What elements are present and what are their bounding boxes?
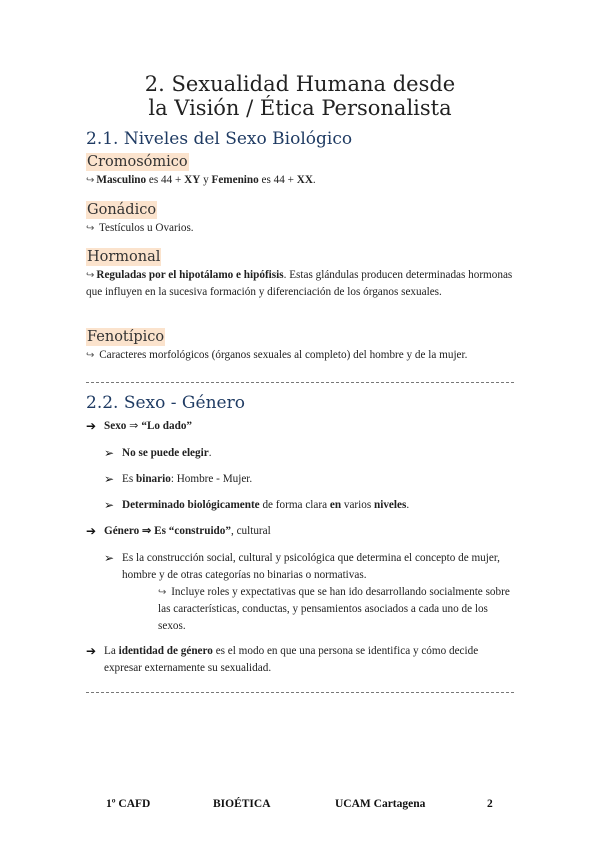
text-fragment: Determinado biológicamente [122, 499, 260, 511]
hook-arrow-icon: ↪ [86, 175, 95, 186]
text-fragment: Sexo [104, 420, 127, 432]
arrow-bullet-icon: ➔ [86, 644, 97, 658]
section-heading-niveles: 2.1. Niveles del Sexo Biológico [86, 129, 353, 149]
text-fragment: varios [341, 499, 374, 511]
genero-item [104, 523, 271, 540]
hook-arrow-icon: ↪ [86, 223, 95, 234]
text-fragment: es el modo en que una persona se identifica y cómo decide expresar externamente su sexualidad. [104, 645, 479, 674]
text-fragment: Testículos u Ovarios. [96, 222, 194, 234]
text-fragment: identidad de género [118, 645, 213, 657]
gonadico-text [86, 220, 516, 237]
text-fragment: Género ⇒ Es [104, 525, 169, 537]
text-fragment: No se puede elegir [122, 447, 209, 459]
text-fragment: . [208, 447, 212, 459]
text-fragment: : Hombre - Mujer. [170, 473, 253, 485]
hook-arrow-icon: ↪ [86, 270, 95, 281]
text-fragment: binario [135, 473, 171, 485]
arrow-bullet-icon: ➔ [86, 419, 97, 433]
text-fragment: Incluye roles y expectativas que se han ido desarrollando socialmente sobre las características, conductas, y pensamientos asociados a cada uno de los sexos. [158, 586, 510, 632]
footer-subject: BIOÉTICA [213, 798, 271, 810]
genero-subitem-1: Es la construcción social, cultural y psicológica que determina el concepto de mujer, hombre y de otras categorías no binarias o normativas. [122, 552, 500, 581]
sexo-item [104, 418, 192, 435]
hormonal-text [86, 267, 516, 301]
identidad-item [104, 643, 514, 677]
text-fragment: y [200, 174, 212, 186]
text-fragment: , cultural [230, 525, 271, 537]
footer-page-number: 2 [487, 798, 493, 810]
hook-arrow-icon: ↪ [86, 350, 95, 361]
text-fragment: “construido” [168, 525, 231, 537]
hook-arrow-icon: ↪ [158, 587, 167, 598]
fenotipico-text [86, 347, 516, 364]
text-fragment: “Lo dado” [141, 420, 193, 432]
arrow-bullet-icon: ➔ [86, 524, 97, 538]
hormonal-bold: Reguladas por el hipotálamo e hipófisis [96, 269, 284, 281]
triangle-bullet-icon: ➢ [104, 472, 115, 486]
triangle-bullet-icon: ➢ [104, 498, 115, 512]
text-fragment: es 44 + [146, 174, 185, 186]
text-fragment: Caracteres morfológicos (órganos sexuales al completo) del hombre y de la mujer. [96, 349, 468, 361]
xx-label: XX [296, 174, 313, 186]
subheading-cromosomico: Cromosómico [87, 154, 188, 170]
triangle-bullet-icon: ➢ [104, 446, 115, 460]
masculino-label: Masculino [96, 174, 147, 186]
footer-course: 1º CAFD [106, 798, 151, 810]
text-fragment: en [329, 499, 342, 511]
page-title-line2: la Visión / Ética Personalista [148, 96, 452, 120]
cromosomico-text [86, 172, 516, 189]
sexo-subitem-1 [122, 445, 211, 462]
subheading-hormonal: Hormonal [87, 249, 161, 265]
section-heading-sexo-genero: 2.2. Sexo - Género [86, 393, 245, 413]
text-fragment: ⇒ [126, 420, 142, 432]
text-fragment: niveles [373, 499, 407, 511]
text-fragment: es 44 + [258, 174, 297, 186]
dashed-divider [86, 382, 514, 383]
genero-subsubitem [158, 584, 514, 635]
triangle-bullet-icon: ➢ [104, 551, 115, 565]
text-fragment: . [406, 499, 410, 511]
sexo-subitem-3 [122, 497, 409, 514]
sexo-subitem-2 [122, 471, 252, 488]
femenino-label: Femenino [211, 174, 259, 186]
text-fragment: La [104, 645, 119, 657]
text-fragment: . [312, 174, 316, 186]
dashed-divider [86, 692, 514, 693]
text-fragment: Es [122, 473, 136, 485]
xy-label: XY [184, 174, 201, 186]
text-fragment: de forma clara [259, 499, 330, 511]
footer-school: UCAM Cartagena [335, 798, 426, 810]
subheading-gonadico: Gonádico [87, 202, 157, 218]
subheading-fenotipico: Fenotípico [87, 329, 165, 345]
text-fragment: . Estas glándulas producen determinadas hormonas que influyen en la sucesiva formación y diferenciación de los órganos sexuales. [86, 269, 513, 298]
page-title-line1: 2. Sexualidad Humana desde [144, 72, 456, 96]
